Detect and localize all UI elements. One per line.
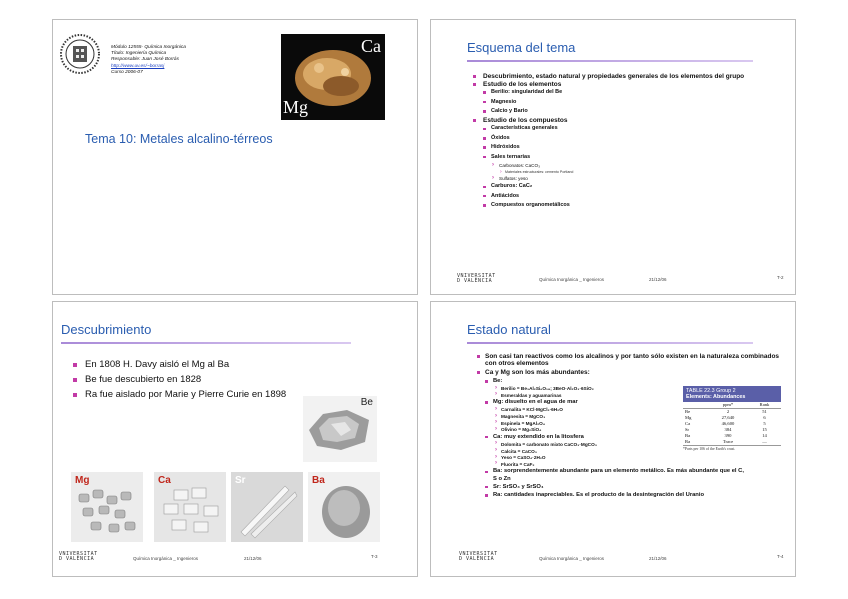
ba-photo: [308, 472, 380, 542]
list-item: Ra: cantidades inapreciables. Es el producto de la desintegración del Uranio: [475, 492, 780, 499]
slide-4: [430, 301, 796, 577]
table-row: Be 2 51: [685, 409, 767, 415]
list-item: Magnesio: [469, 99, 769, 106]
list-item: Hidróxidos: [469, 144, 769, 151]
table-row: Ca 46,600 5: [685, 421, 766, 427]
table-row: Ra Trace —: [683, 439, 781, 446]
list-item: › Dolomita = carbonato mixto CaCO₃·MgCO₃: [475, 442, 780, 448]
list-item: Características generales: [469, 125, 769, 132]
course-line-responsible: Responsable: Juan José Borrás: [111, 57, 179, 63]
course-line-module: Módulo 12555- Química Inorgánica: [111, 45, 186, 50]
list-item: Ra fue aislado por Marie y Pierre Curie en 1898: [69, 389, 307, 401]
label-be: Be: [360, 397, 373, 408]
ca-photo: [154, 472, 226, 542]
list-item: Estudio de los elementos: [469, 81, 769, 88]
footer-course: Química Inorgánica _ Ingenieros: [133, 556, 199, 561]
abundance-table: [683, 386, 781, 451]
list-item: Sr: SrSO₄ y SrSO₄: [475, 484, 780, 491]
list-item: Ba: sorprendentemente abundante para un elemento metálico. Es más abundante que el C, S o Zn: [475, 468, 748, 482]
course-year: Curso 2006-07: [111, 69, 143, 75]
table-header-row: ppm* Rank: [683, 402, 781, 409]
list-item: Be fue descubierto en 1828: [69, 374, 307, 386]
list-item: › Calcita = CaCO₃: [475, 449, 780, 455]
discovery-list: [69, 359, 307, 404]
table-caption: TABLE 22.3 Group 2 Elements: Abundances: [683, 386, 781, 402]
table-row: Mg 27,640 6: [685, 415, 766, 421]
list-item: › Carnalita = KCl·MgCl₂·6H₂O: [475, 407, 780, 413]
sr-photo: [231, 472, 303, 542]
list-item: Berilio: singularidad del Be: [469, 89, 769, 96]
footer-logo: VNIVERSITAT D VALÈNCIA: [457, 273, 496, 284]
list-item: Carburos: CaC₂: [469, 183, 769, 190]
list-item: Sales ternarias: [469, 154, 769, 161]
list-item: Mg: disuelto en el agua de mar: [475, 399, 780, 406]
list-item: › Espinela = MgAl₂O₄: [475, 421, 780, 427]
label-mg: Mg: [75, 475, 90, 486]
footer-logo: VNIVERSITAT D VALÈNCIA: [59, 551, 98, 562]
label-sr: Sr: [235, 475, 246, 486]
label-ca: Ca: [361, 36, 381, 56]
slide-1-title: Tema 10: Metales alcalino-térreos: [85, 132, 273, 146]
slide-4-title: Estado natural: [467, 322, 551, 337]
list-item: › Berilio = Be₃Al₂Si₆O₁₈; 3BeO·Al₂O₃·6SiO₂: [475, 386, 780, 392]
slide-3-title: Descubrimiento: [61, 322, 152, 337]
slide-1: [52, 19, 418, 295]
footer-course: Química Inorgánica _ Ingenieros: [539, 556, 605, 561]
list-item: Be:: [475, 378, 780, 385]
slide-2-title: Esquema del tema: [467, 40, 576, 55]
list-item: Antiácidos: [469, 193, 769, 200]
table-note: *Parts per 106 of the Earth's crust.: [683, 446, 736, 451]
title-rule: [467, 342, 753, 344]
list-item: › Olivino = Mg₂SiO₄: [475, 427, 780, 433]
footer-date: 21/12/06: [649, 277, 667, 282]
label-ca: Ca: [158, 475, 171, 486]
footer-course: Química Inorgánica _ Ingenieros: [539, 277, 605, 282]
list-item: › Yeso = CaSO₄·2H₂O: [475, 455, 780, 461]
title-rule: [61, 342, 351, 344]
list-item: › Magnesita = MgCO₃: [475, 414, 780, 420]
footer-page: T-3: [371, 554, 378, 559]
list-item: En 1808 H. Davy aisló el Mg al Ba: [69, 359, 307, 371]
list-item: Son casi tan reactivos como los alcalinos y por tanto sólo existen en la naturaleza combinados con otros elementos: [475, 353, 780, 368]
footer-page: T-2: [777, 275, 784, 280]
title-rule: [467, 60, 753, 62]
list-item: Calcio y Bario: [469, 108, 769, 115]
ca-mg-mineral-image: [281, 34, 385, 120]
list-item: Compuestos organometálicos: [469, 202, 769, 209]
slide-2: [430, 19, 796, 295]
footer-logo: VNIVERSITAT D VALÈNCIA: [459, 551, 498, 562]
label-mg: Mg: [283, 97, 309, 117]
outline-list: [469, 73, 769, 212]
list-item: › Esmeraldas y aguamarinas: [475, 393, 780, 399]
list-item: Descubrimiento, estado natural y propiedades generales de los elementos del grupo: [469, 73, 769, 80]
mg-photo: [71, 472, 143, 542]
list-item: Óxidos: [469, 135, 769, 142]
list-item: › Sulfatos: yeso: [469, 176, 769, 182]
footer-date: 21/12/06: [244, 556, 262, 561]
footer-date: 21/12/06: [649, 556, 667, 561]
list-item: Ca: muy extendido en la litosfera: [475, 434, 780, 441]
table-row: Ba 390 14: [685, 433, 767, 439]
university-seal-logo: [59, 32, 101, 76]
list-item: Estudio de los compuestos: [469, 117, 769, 124]
table-row: Sr 384 15: [685, 427, 767, 433]
list-item: › Materiales estructurales: cemento Portland: [469, 170, 769, 175]
course-link[interactable]: http://www.uv.es/~borrasj: [111, 63, 165, 69]
list-item: › Fluorita = CaF₂: [475, 462, 780, 468]
list-item: Ca y Mg son los más abundantes:: [475, 369, 780, 376]
slide-3: [52, 301, 418, 577]
label-ba: Ba: [312, 475, 325, 486]
be-photo: [303, 396, 377, 462]
list-item: › Carbonatos: CaCO₃: [469, 163, 769, 169]
footer-page: T-4: [777, 554, 784, 559]
course-line-degree: Título: Ingeniería Química: [111, 51, 167, 57]
